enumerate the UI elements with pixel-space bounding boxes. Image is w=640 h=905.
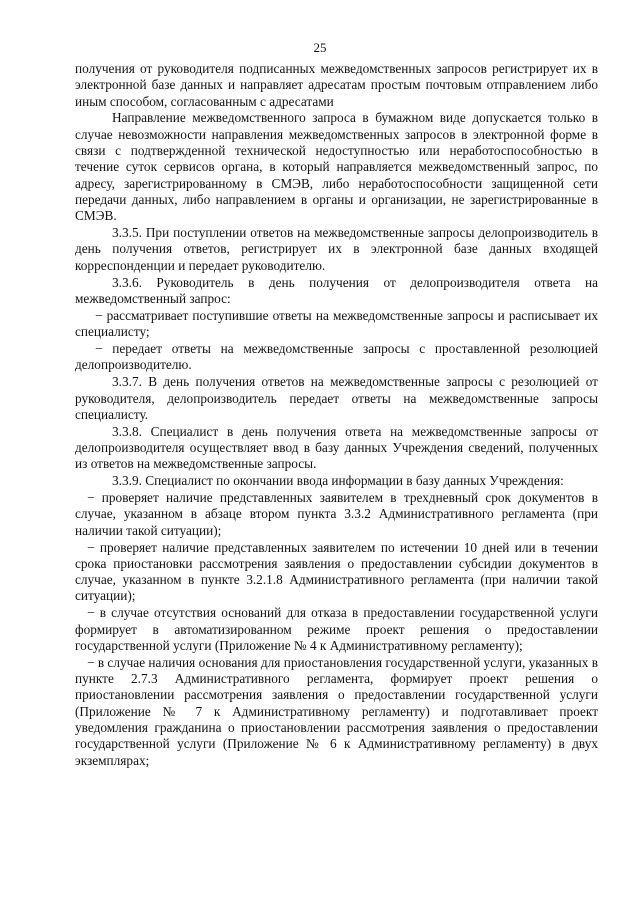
list-item: − передает ответы на межведомственные запросы с проставленной резолюцией делопроизводителю. [75,341,598,373]
paragraph: получения от руководителя подписанных межведомственных запросов регистрирует их в электронной базе данных и направляет адресатам простым почтовым отправлением либо иным способом, согласованным с адресатами [75,61,598,109]
list-item: − проверяет наличие представленных заявителем в трехдневный срок документов в случае, указанном в абзаце втором пункта 3.3.2 Административного регламента (при наличии такой ситуации); [75,490,598,538]
paragraph-3-3-5: 3.3.5. При поступлении ответов на межведомственные запросы делопроизводитель в день получения ответов, регистрирует их в электронной базе данных входящей корреспонденции и передает руководителю. [75,225,598,273]
paragraph-3-3-9: 3.3.9. Специалист по окончании ввода информации в базу данных Учреждения: [112,473,564,489]
document-body [75,61,598,769]
paragraph-3-3-8: 3.3.8. Специалист в день получения ответа на межведомственные запросы от делопроизводителя осуществляет ввод в базу данных Учреждения сведений, полученных из ответов на межведомственные запросы. [75,423,598,472]
paragraph: Направление межведомственного запроса в бумажном виде допускается только в случае невозможности направления межведомственных запросов в электронной форме в связи с подтвержденной технической недоступностью или неработоспособностью в течение суток сервисов органа, в который направляется межведомственный запрос, по адресу, зарегистрированному в СМЭВ, либо неработоспособности защищенной сети передачи данных, либо направлением в органы и организации, не зарегистрированные в СМЭВ. [75,110,598,224]
paragraph-3-3-7: 3.3.7. В день получения ответов на межведомственные запросы с резолюцией от руководителя, делопроизводитель передает ответы на межведомственные запросы специалисту. [75,374,598,422]
paragraph-3-3-6: 3.3.6. Руководитель в день получения от делопроизводителя ответа на межведомственный запрос: [75,274,598,306]
list-item: − рассматривает поступившие ответы на межведомственные запросы и расписывает их специалисту; [75,307,598,340]
list-item: − в случае отсутствия оснований для отказа в предоставлении государственной услуги формирует в автоматизированном режиме проект решения о предоставлении государственной услуги (Приложение № 4 к Административному регламенту); [75,605,598,653]
list-item: − в случае наличия основания для приостановления государственной услуги, указанных в пункте 2.7.3 Административного регламента, формирует проект решения о приостановлении рассмотрения заявления о предоставлении государственной услуги (Приложение № 7 к Административному регламенту) и подготавливает проект уведомления гражданина о приостановлении рассмотрения заявления о предоставлении государственной услуги (Приложение № 6 к Административному регламенту) в двух экземплярах; [75,654,598,768]
page-number: 25 [313,40,327,55]
list-item: − проверяет наличие представленных заявителем по истечении 10 дней или в течении срока приостановки рассмотрения заявления о предоставлении субсидии документов в случае, указанном в пункте 3.2.1.8 Административного регламента (при наличии такой ситуации); [75,539,598,604]
